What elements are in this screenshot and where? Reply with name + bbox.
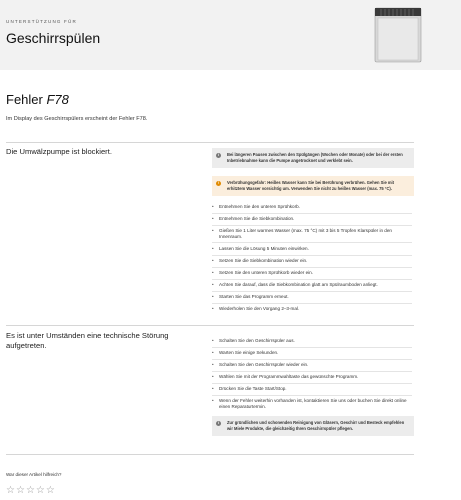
header-title: Geschirrspülen	[6, 30, 101, 46]
error-label: Fehler	[6, 92, 43, 107]
list-divider	[212, 303, 412, 304]
list-item: • Warten Sie einige Sekunden.	[212, 350, 416, 356]
warning-icon: !	[217, 181, 220, 185]
list-divider	[212, 383, 412, 384]
error-code: F78	[46, 92, 69, 107]
info-icon: i	[218, 153, 219, 157]
list-item: • Setzen Sie den unteren Sprühkorb wieder ein.	[212, 270, 416, 276]
list-item: • Wenn der Fehler weiterhin vorhanden ist, kontaktieren Sie uns oder buchen Sie direkt online einen Reparaturtermin.	[212, 398, 416, 410]
star-icon[interactable]: ☆	[6, 485, 15, 496]
info-note	[212, 148, 414, 168]
warning-note	[212, 176, 414, 196]
list-item: • Lassen Sie die Lösung 5 Minuten einwirken.	[212, 246, 416, 252]
list-divider	[212, 279, 412, 280]
star-icon[interactable]: ☆	[25, 485, 35, 496]
section-heading-pump: Die Umwälzpumpe ist blockiert.	[6, 147, 112, 156]
list-divider	[212, 267, 412, 268]
list-divider	[212, 255, 412, 256]
rating-question: War dieser Artikel hilfreich?	[6, 472, 62, 477]
list-divider	[212, 347, 412, 348]
list-item: • Drücken Sie die Taste Start/Stop.	[212, 386, 416, 392]
list-divider	[212, 291, 412, 292]
header-eyebrow: UNTERSTÜTZUNG FÜR	[6, 19, 77, 24]
list-divider	[212, 242, 412, 243]
list-divider	[212, 213, 412, 214]
list-item: • Entnehmen Sie den unteren Sprühkorb.	[212, 204, 416, 210]
info-note	[212, 416, 414, 436]
page-header	[0, 0, 461, 70]
section-divider	[6, 454, 414, 455]
list-divider	[212, 359, 412, 360]
list-item: • Setzen Sie die Siebkombination wieder ein.	[212, 258, 416, 264]
section-divider	[6, 142, 414, 143]
info-icon: i	[218, 421, 219, 425]
list-divider	[212, 225, 412, 226]
star-rating	[6, 480, 56, 498]
list-divider	[212, 371, 412, 372]
list-item: • Entnehmen Sie die Siebkombination.	[212, 216, 416, 222]
info-note-text: Bei längeren Pausen zwischen den Spülgängen (Wochen oder Monate) oder bei der ersten Inbetriebnahme kann die Pumpe angetrocknet und verklebt sein.	[227, 152, 403, 163]
list-item: • Wählen Sie mit der Programmwahltaste das gewünschte Programm.	[212, 374, 416, 380]
list-divider	[212, 395, 412, 396]
list-item: • Starten Sie das Programm erneut.	[212, 294, 416, 300]
star-icon[interactable]: ☆	[15, 485, 25, 496]
section-heading-technical: Es ist unter Umständen eine technische Störung aufgetreten.	[6, 331, 169, 350]
info-note-text: Zur gründlichen und schonenden Reinigung von Gläsern, Geschirr und Besteck empfehlen wir Miele Produkte, die gleichzeitig Ihren Geschirrspüler pflegen.	[227, 420, 405, 431]
star-icon[interactable]: ☆	[45, 485, 55, 496]
star-icon[interactable]: ☆	[35, 485, 45, 496]
error-title	[6, 92, 69, 107]
error-description: Im Display des Geschirrspülers erscheint der Fehler F78.	[6, 116, 148, 122]
dishwasher-image	[374, 6, 422, 64]
list-item: • Schalten Sie den Geschirrspüler wieder ein.	[212, 362, 416, 368]
warning-note-text: Verbrühungsgefahr: Heißes Wasser kann Sie bei Berührung verbrühen. Gehen Sie mit erhitztem Wasser vorsichtig um. Verwenden Sie nicht zu heißes Wasser (max. 75 °C).	[227, 180, 395, 191]
section-divider	[6, 325, 414, 326]
list-item: • Gießen Sie 1 Liter warmes Wasser (max. 75 °C) mit 3 bis 5 Tropfen Klarspüler in den Innenraum.	[212, 228, 416, 240]
list-item: • Achten Sie darauf, dass die Siebkombination glatt am Spülraumboden anliegt.	[212, 282, 416, 288]
list-item: • Schalten Sie den Geschirrspüler aus.	[212, 338, 416, 344]
list-item: • Wiederholen Sie den Vorgang 2–3-mal.	[212, 306, 416, 312]
